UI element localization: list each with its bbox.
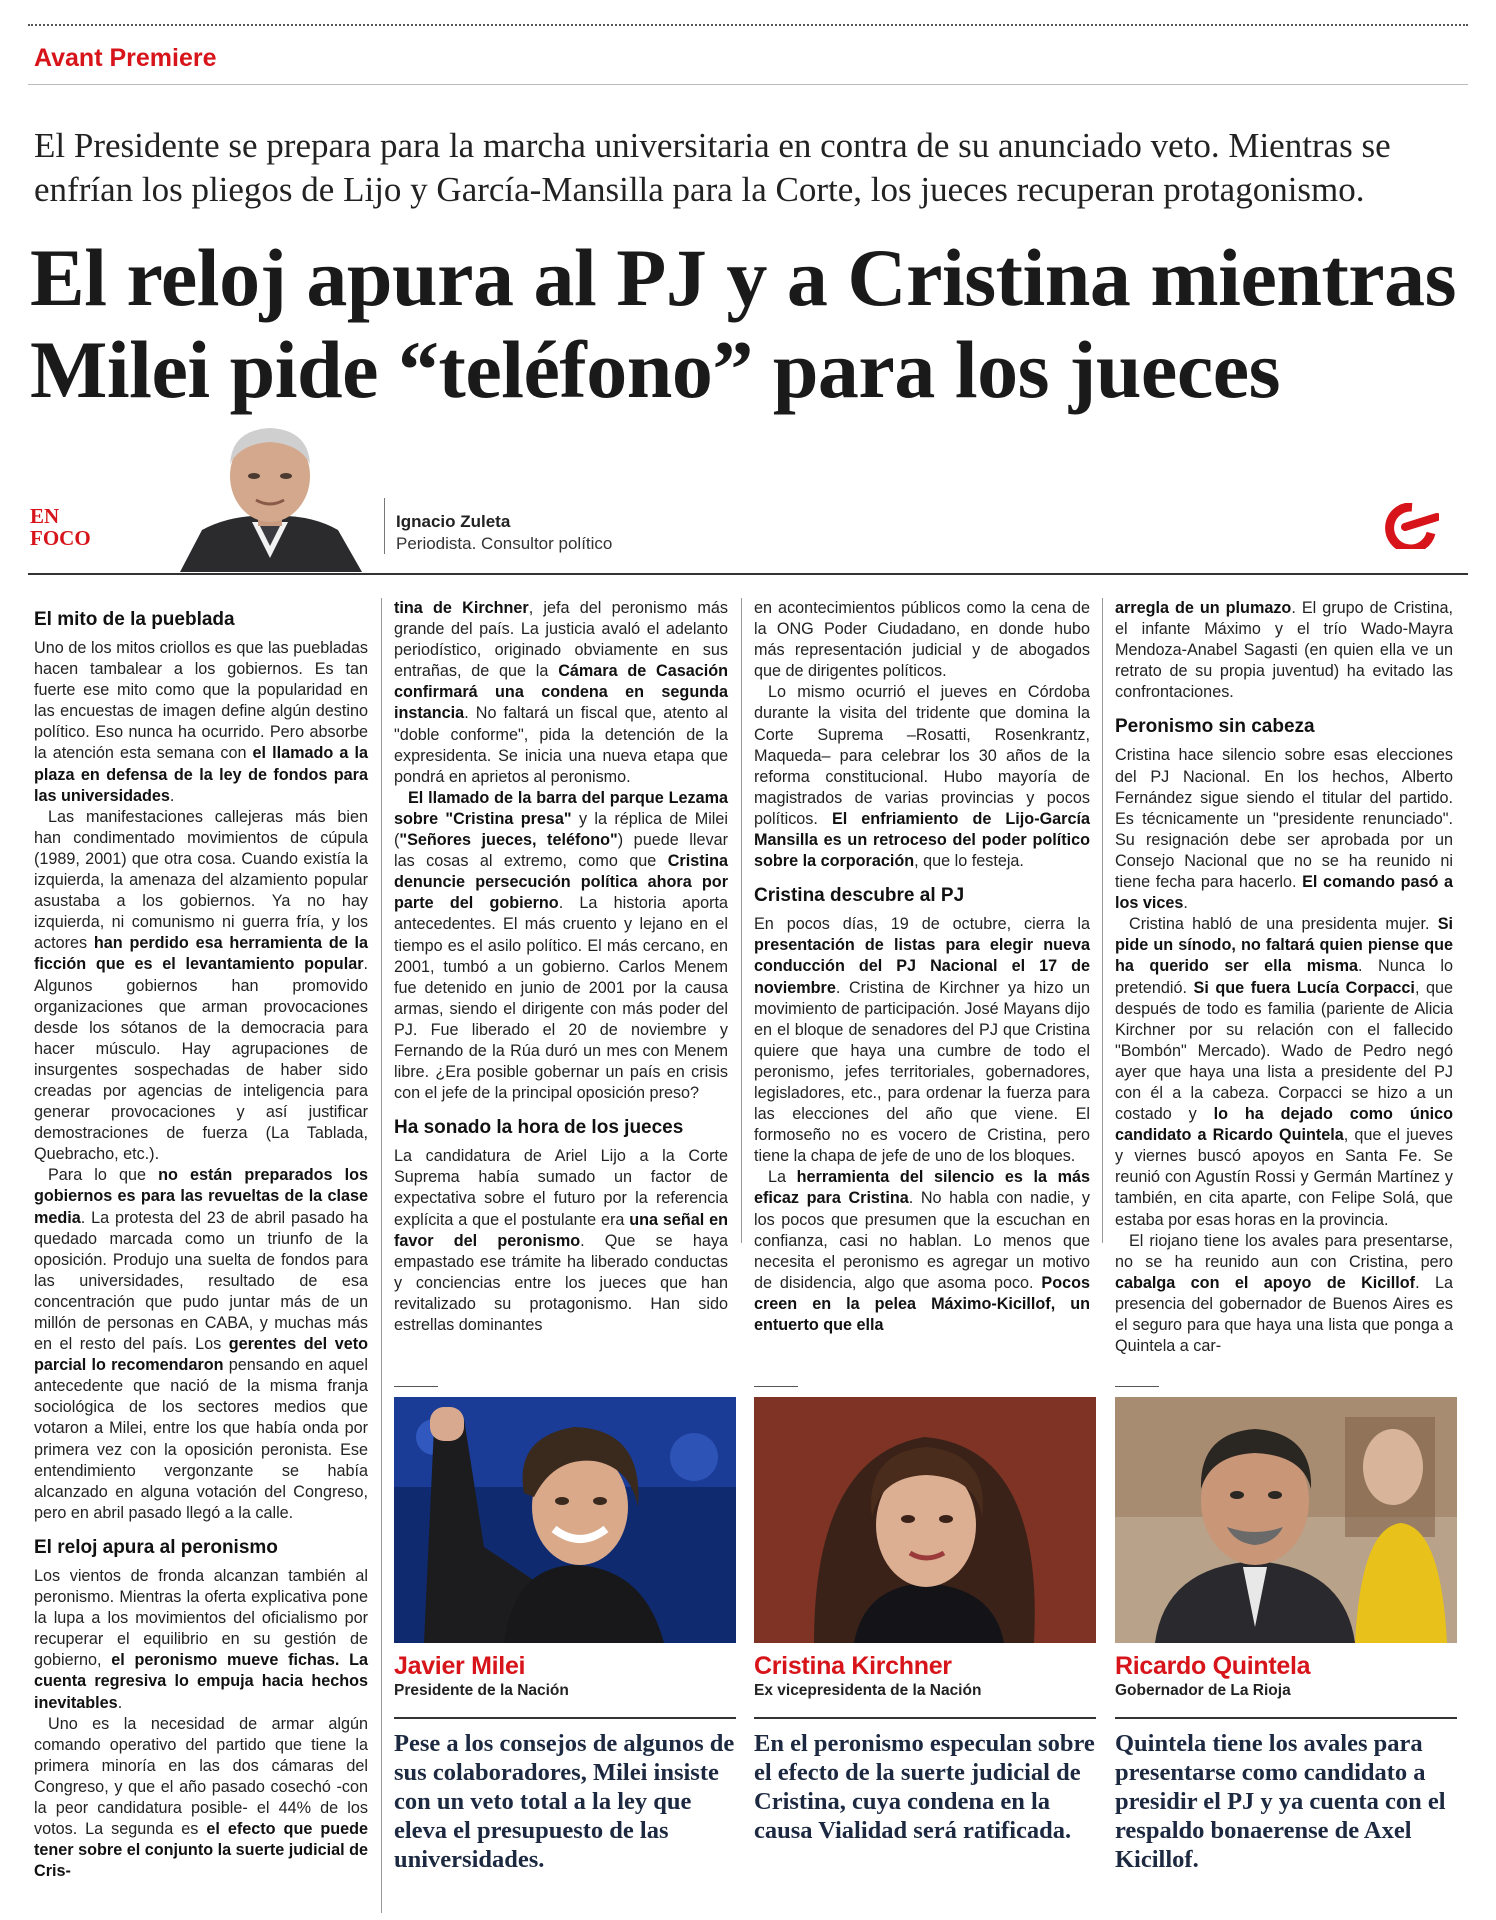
paragraph: en acontecimientos públicos como la cena de la ONG Poder Ciudadano, en donde hubo más representación judicial y de abogados que de dirigentes políticos. — [754, 599, 1090, 681]
photo-javier-milei — [394, 1397, 736, 1643]
paragraph: Para lo que no están preparados los gobiernos es para las revueltas de la clase media. La protesta del 23 de abril pasado ha quedado marcada como un triunfo de la oposición. Produjo una suelta de fondos para las universidades, resultado de esa concentración que pudo juntar más de un millón de personas en CABA, y muchas más en el resto del país. Los gerentes del veto parcial lo recomendaron pensando en aquel antecedente que nació de la misma franja sociológica de los sectores medios que votaron a Milei, entre los que había onda por primera vez con la oposición peronista. Ese entendimiento vergonzante se había alcanzado en alguna votación del Congreso, pero en abril pasado llegó a la calle. — [34, 1166, 369, 1522]
headline: El reloj apura al PJ y a Cristina mientras Milei pide “teléfono” para los jueces — [30, 232, 1457, 415]
author-photo — [172, 418, 368, 572]
en-foco-kicker — [30, 505, 91, 549]
paragraph: Lo mismo ocurrió el jueves en Córdoba durante la visita del tridente que domina la Corte Suprema –Rosatti, Rosenkrantz, Maqueda– para celebrar los 30 años de la reforma constitucional. Hubo mayoría de magistrados de varias provincias y pocos políticos. El enfriamiento de Lijo-García Mansilla es un retroceso del poder político sobre la corporación, que lo festeja. — [754, 683, 1090, 871]
pull-quote: En el peronismo especulan sobre el efecto de la suerte judicial de Cristina, cuya condena en la causa Vialidad será ratificada. — [754, 1730, 1095, 1844]
paragraph: Cristina habló de una presidenta mujer. Si pide un sínodo, no faltará quien piense que ha querido ser ella misma. Nunca lo pretendió. Si que fuera Lucía Corpacci, que después de todo es familia (pariente de Alicia Kirchner por su relación con el fallecido "Bombón" Mercado). Wado de Pedro negó ayer que haya una lista a presidente del PJ con él a la cabeza. Corpacci se hizo a un costado y lo ha dejado como único candidato a Ricardo Quintela, que el jueves y viernes buscó apoyos en Santa Fe. Se reunió con Agustín Rossi y Germán Martínez y también, en cita aparte, con Felipe Solá, que estaba por esas horas en la provincia. — [1115, 915, 1453, 1229]
paragraph: La herramienta del silencio es la más eficaz para Cristina. No habla con nadie, y los pocos que presumen que la escuchan en confianza, casi no hablan. Lo menos que necesita el peronismo es agregar un motivo de disidencia, algo que asoma poco. Pocos creen en la pelea Máximo-Kicillof, un entuerto que ella — [754, 1168, 1090, 1334]
paragraph: arregla de un plumazo. El grupo de Cristina, el infante Máximo y el trío Wado-Mayra Mendoza-Anabel Sagasti (en quien ella ve un retrato de su propia juventud) ha evitado las confrontaciones. — [1115, 599, 1454, 702]
caption-rule — [394, 1717, 736, 1719]
kicker-line-2: FOCO — [30, 526, 91, 550]
paragraph: Las manifestaciones callejeras más bien han condimentado movimientos de cúpula (1989, 2001) que otra cosa. Cuando existía la izquierda, la amenaza del alzamiento popular asustaba a los gobiernos. Ya no hay izquierda, ni comunismo ni guerra fría, y los actores han perdido esa herramienta de la ficción que es el levantamiento popular. Algunos gobiernos han promovido organizaciones que arman provocaciones desde los sótanos de la democracia para hacer músculo. Hay agrupaciones de insurgentes sospechadas de haber sido creadas por agencias de inteligencia para generar provocaciones y así justificar demostraciones de fuerza (La Tablada, Quebracho, etc.). — [34, 807, 368, 1164]
subhead: El mito de la pueblada — [34, 609, 235, 630]
paragraph: La candidatura de Ariel Lijo a la Corte Suprema había sumado un factor de expectativa sobre el futuro por la referencia explícita a que el postulante era una señal en favor del peronismo. Que se haya empastado ese trámite ha liberado conductas y conciencias entre los jueces que han revitalizado su protagonismo. Han sido estrellas dominantes — [394, 1147, 729, 1334]
caption-role: Presidente de la Nación — [394, 1682, 569, 1699]
caption-rule — [1115, 1717, 1457, 1719]
paragraph: Cristina hace silencio sobre esas elecciones del PJ Nacional. En los hechos, Alberto Fernández sigue siendo el titular del partido. Es técnicamente un "presidente renunciado". Su resignación debe ser aprobada por un Consejo Nacional que no se ha reunido ni tiene fecha para hacerlo. El comando pasó a los vices. — [1115, 746, 1453, 913]
article-column-1 — [34, 598, 368, 1882]
section-divider — [28, 84, 1468, 85]
photo-rule — [1115, 1386, 1159, 1387]
photo-caption-quintela — [1115, 1386, 1457, 1874]
deck-subtitle: El Presidente se prepara para la marcha universitaria en contra de su anunciado veto. Mientras se enfrían los pliegos de Lijo y García-Mansilla para la Corte, los jueces recuperan protagonismo. — [34, 126, 1391, 209]
brand-logo-icon — [1385, 503, 1439, 549]
article-column-4 — [1115, 598, 1453, 1357]
byline-rule — [28, 573, 1468, 575]
subhead: El reloj apura al peronismo — [34, 1536, 278, 1558]
caption-name: Javier Milei — [394, 1652, 526, 1680]
column-divider — [1102, 598, 1103, 1243]
subhead: Cristina descubre al PJ — [754, 885, 965, 907]
subhead: Ha sonado la hora de los jueces — [394, 1117, 684, 1139]
photo-caption-cristina — [754, 1386, 1096, 1845]
byline-separator — [384, 498, 385, 554]
top-dotted-rule — [28, 24, 1468, 26]
photo-cristina-kirchner — [754, 1397, 1096, 1643]
author-name: Ignacio Zuleta — [396, 512, 511, 531]
article-column-2 — [394, 598, 728, 1336]
photo-rule — [394, 1386, 438, 1387]
paragraph: El riojano tiene los avales para presentarse, no se ha reunido aun con Cristina, pero cabalga con el apoyo de Kicillof. La presencia del gobernador de Buenos Aires es el seguro para que haya una lista que ponga a Quintela a car- — [1115, 1231, 1453, 1356]
photo-ricardo-quintela — [1115, 1397, 1457, 1643]
caption-role: Gobernador de La Rioja — [1115, 1682, 1291, 1699]
pull-quote: Pese a los consejos de algunos de sus colaboradores, Milei insiste con un veto total a la ley que eleva el presupuesto de las universidades. — [394, 1730, 735, 1873]
kicker-line-1: EN — [30, 504, 60, 528]
author-role: Periodista. Consultor político — [396, 534, 613, 553]
article-column-3 — [754, 598, 1090, 1336]
paragraph: tina de Kirchner, jefa del peronismo más grande del país. La justicia avaló el adelanto periodístico, originado obviamente en sus entrañas, de que la Cámara de Casación confirmará una condena en segunda instancia. No faltará un fiscal que, atento al "doble conforme", pida la detención de la expresidenta. Se inicia una nueva etapa que pondrá en aprietos al peronismo. — [394, 599, 728, 786]
caption-role: Ex vicepresidenta de la Nación — [754, 1682, 982, 1699]
subhead: Peronismo sin cabeza — [1115, 716, 1315, 738]
paragraph: Uno es la necesidad de armar algún comando operativo del partido que tiene la primera minoría en las dos cámaras del Congreso, y que el año pasado cosechó -con la peor candidatura posible- el 44% de los votos. La segunda es el efecto que puede tener sobre el conjunto la suerte judicial de Cris- — [34, 1714, 369, 1881]
paragraph: Uno de los mitos criollos es que las puebladas hacen tambalear a los gobiernos. Es tan fuerte ese mito como que la popularidad en las encuestas de imagen define algún destino político. Eso nunca ha ocurrido. Pero absorbe la atención esta semana con el llamado a la plaza en defensa de la ley de fondos para las universidades. — [34, 639, 368, 805]
pull-quote: Quintela tiene los avales para presentarse como candidato a presidir el PJ y ya cuenta con el respaldo bonaerense de Axel Kicillof. — [1115, 1730, 1446, 1873]
photo-caption-milei — [394, 1386, 736, 1874]
paragraph: El llamado de la barra del parque Lezama sobre "Cristina presa" y la réplica de Milei ("Señores jueces, teléfono") puede llevar las cosas al extremo, como que Cristina denuncie persecución política ahora por parte del gobierno. La historia aporta antecedentes. El más cruento y lejano en el tiempo es el asilo político. El más cercano, en 2001, tumbó a un gobierno. Carlos Menem fue detenido en junio de 2001 por la causa armas, siendo el dirigente con más poder del PJ. Fue liberado el 20 de noviembre y Fernando de la Rúa duró un mes con Menem libre. ¿Era posible gobernar un país en crisis con el jefe de la principal oposición preso? — [394, 788, 728, 1103]
column-divider — [381, 598, 382, 1913]
photo-rule — [754, 1386, 798, 1387]
caption-rule — [754, 1717, 1096, 1719]
column-divider — [741, 598, 742, 1243]
section-label: Avant Premiere — [34, 44, 217, 72]
caption-name: Cristina Kirchner — [754, 1652, 952, 1680]
paragraph: Los vientos de fronda alcanzan también al peronismo. Mientras la oferta explicativa pone la lupa a los movimientos del oficialismo por recuperar el equilibrio en su gestión de gobierno, el peronismo mueve fichas. La cuenta regresiva lo empuja hacia hechos inevitables. — [34, 1566, 369, 1712]
paragraph: En pocos días, 19 de octubre, cierra la presentación de listas para elegir nueva conducción del PJ Nacional el 17 de noviembre. Cristina de Kirchner ya hizo un movimiento de participación. José Mayans dijo en el bloque de senadores del PJ que Cristina quiere que haya una cumbre de todo el peronismo, jefes territoriales, gobernadores, legisladores, etc., para ordenar la fuerza para las elecciones del año que viene. El formoseño no es vocero de Cristina, pero tiene la chapa de jefe de uno de los bloques. — [754, 915, 1090, 1166]
caption-name: Ricardo Quintela — [1115, 1652, 1311, 1680]
